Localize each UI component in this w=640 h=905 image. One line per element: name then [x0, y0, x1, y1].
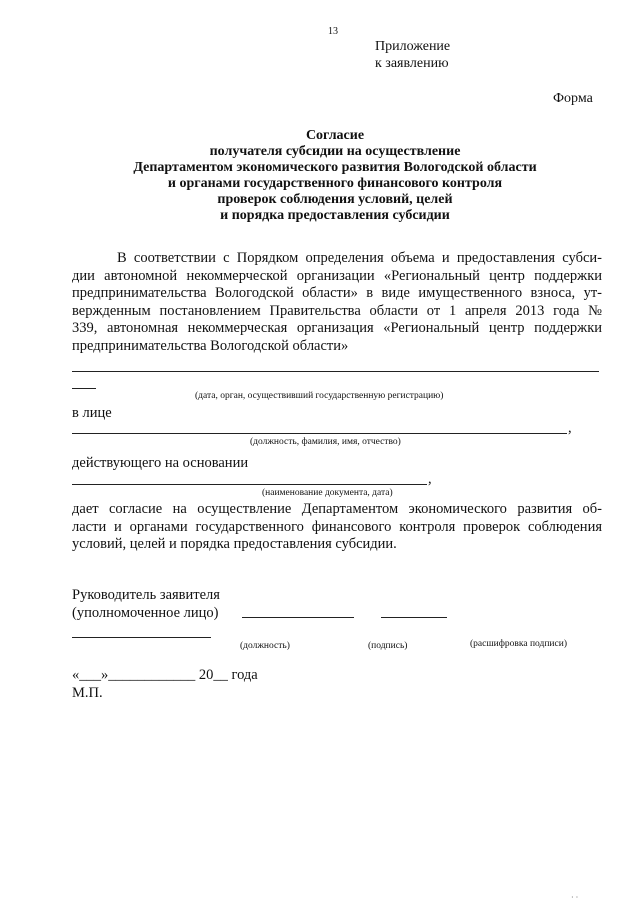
intro-line: вержденным постановлением Правительства области от 1 апреля 2013 года №: [72, 302, 602, 319]
title-line: и порядка предоставления субсидии: [220, 208, 450, 223]
registration-blank-line-end[interactable]: [72, 388, 96, 389]
comma: ,: [428, 471, 432, 487]
signature-title-line2: (уполномоченное лицо): [72, 605, 219, 621]
intro-line: предпринимательства Вологодской области»: [72, 337, 349, 354]
position-blank-line[interactable]: [242, 617, 354, 618]
comma: ,: [568, 420, 572, 436]
in-person-label: в лице: [72, 405, 112, 421]
intro-line: 339, автономная некоммерческая организация «Региональный центр поддержки: [72, 320, 602, 336]
title-line: и органами государственного финансового контроля: [167, 176, 503, 191]
document-title: [70, 128, 600, 224]
caption-signature: (подпись): [368, 641, 408, 651]
caption-person: (должность, фамилия, имя, отчество): [250, 437, 401, 447]
signature-title-line1: Руководитель заявителя: [72, 587, 220, 603]
decoding-blank-line[interactable]: [72, 637, 211, 638]
acting-basis-label: действующего на основании: [72, 455, 249, 471]
title-line: получателя субсидии на осуществление: [209, 144, 461, 159]
document-blank-line[interactable]: [72, 484, 427, 485]
person-blank-line[interactable]: [72, 433, 567, 434]
consent-line: дает согласие на осуществление Департаментом экономического развития об-: [72, 501, 602, 517]
registration-blank-line[interactable]: [72, 371, 599, 372]
consent-line: условий, целей и порядка предоставления субсидии.: [72, 536, 397, 552]
consent-line: ласти и органами государственного финансового контроля проверок соблюдения: [72, 518, 602, 535]
title-line: проверок соблюдения условий, целей: [217, 192, 453, 207]
date-line: «___»____________ 20__ года: [72, 667, 258, 683]
intro-line: дии автономной некоммерческой организации «Региональный центр поддержки: [72, 267, 602, 284]
scan-dots: · ·: [571, 893, 579, 902]
title-line: Департаментом экономического развития Вологодской области: [133, 160, 537, 175]
form-label: Форма: [553, 91, 593, 106]
caption-registration: (дата, орган, осуществивший государственную регистрацию): [195, 391, 444, 401]
title-line: Согласие: [305, 128, 365, 143]
page-number: 13: [328, 26, 338, 37]
intro-line: предпринимательства Вологодской области» в виде имущественного взноса, ут-: [72, 285, 602, 301]
intro-line: В соответствии с Порядком определения объема и предоставления субси-: [117, 250, 602, 266]
consent-paragraph: [72, 501, 602, 554]
caption-document: (наименование документа, дата): [262, 488, 393, 498]
annex-line-1: Приложение: [375, 39, 451, 54]
caption-decoding: (расшифровка подписи): [470, 639, 567, 649]
caption-position: (должность): [240, 641, 290, 651]
annex-line-2: к заявлению: [375, 56, 449, 71]
annex-note: [375, 38, 450, 72]
signature-blank-line[interactable]: [381, 617, 447, 618]
seal-mark: М.П.: [72, 685, 103, 701]
intro-paragraph: [72, 250, 602, 355]
